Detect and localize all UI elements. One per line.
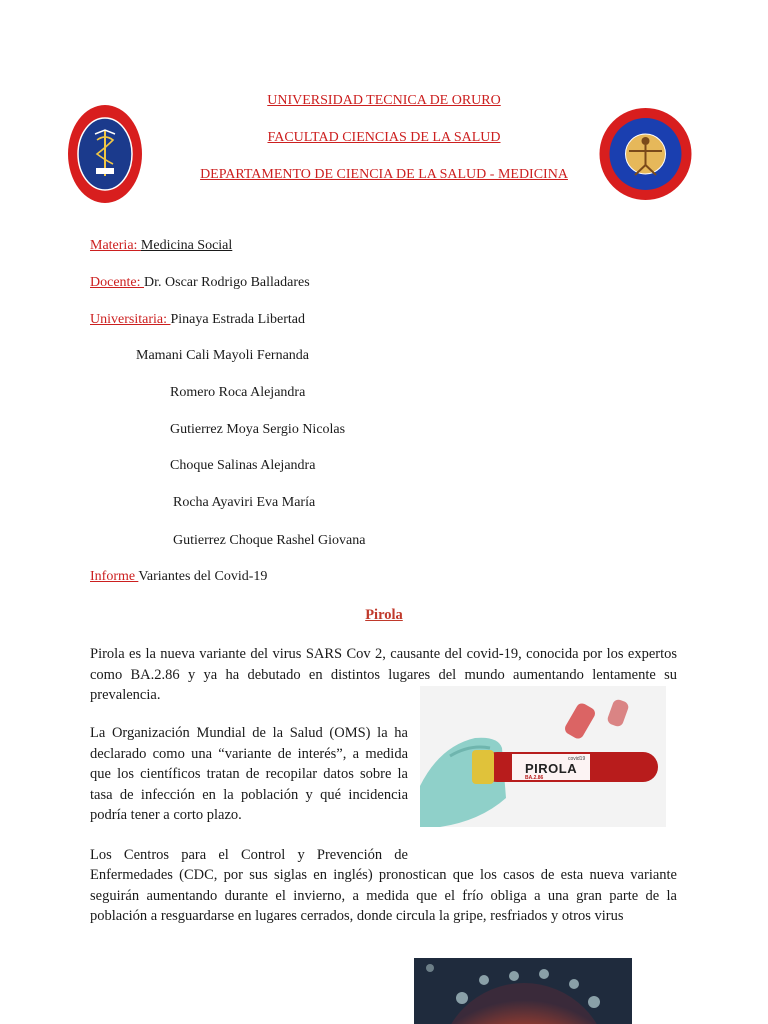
university-title: UNIVERSIDAD TECNICA DE ORURO [267,93,501,108]
university-logo-right [599,107,692,201]
student-name: Gutierrez Choque Rashel Giovana [173,533,366,548]
docente-label: Docente: [90,275,145,290]
informe-label: Informe [90,569,139,584]
coronavirus-image [414,958,632,1024]
tube-label-main: PIROLA [525,761,578,776]
informe-field [90,569,267,585]
faculty-title: FACULTAD CIENCIAS DE LA SALUD [267,130,501,145]
informe-value: Variantes del Covid-19 [138,569,268,584]
universitaria-value: Pinaya Estrada Libertad [170,312,305,327]
pirola-test-tube-image [420,686,666,827]
materia-value: Medicina Social [140,238,233,253]
student-name: Choque Salinas Alejandra [170,458,316,473]
tube-label-sub: BA.2.86 [525,775,544,781]
docente-field [90,275,310,291]
faculty-logo-left [67,104,143,204]
student-name: Rocha Ayaviri Eva María [173,495,316,510]
tube-label-small: covid19 [568,756,586,762]
materia-field [90,238,232,254]
section-title: Pirola [365,607,403,623]
paragraph-intro: Pirola es la nueva variante del virus SARS Cov 2, causante del covid-19, conocida por los expertos como BA.2.86 y ya ha debutado en distintos lugares del mundo aumentando lentamente su prevalencia. [90,646,677,703]
department-title: DEPARTAMENTO DE CIENCIA DE LA SALUD - MEDICINA [200,167,568,182]
universitaria-field [90,312,305,328]
paragraph-cdc: Enfermedades (CDC, por sus siglas en inglés) pronostican que los casos de esta nueva variante seguirán aumentando durante el invierno, a medida que el frío obliga a una gran parte de la población a resguardarse en lugares cerrados, donde circula la gripe, resfriados y otros virus [90,867,677,924]
universitaria-label: Universitaria: [90,312,171,327]
paragraph-oms [90,723,408,826]
student-name: Romero Roca Alejandra [170,385,306,400]
student-name: Gutierrez Moya Sergio Nicolas [170,422,346,437]
materia-label: Materia: [90,238,141,253]
paragraph-oms-text: La Organización Mundial de la Salud (OMS) la ha declarado como una “variante de interés”, a medida que los científicos tratan de recopilar datos sobre la tasa de infección en la población y qué incidencia podría tener a corto plazo. [90,725,408,823]
docente-value: Dr. Oscar Rodrigo Balladares [144,275,310,290]
paragraph-cdc-first-line: Los Centros para el Control y Prevención de [90,847,408,863]
student-name: Mamani Cali Mayoli Fernanda [136,348,310,363]
